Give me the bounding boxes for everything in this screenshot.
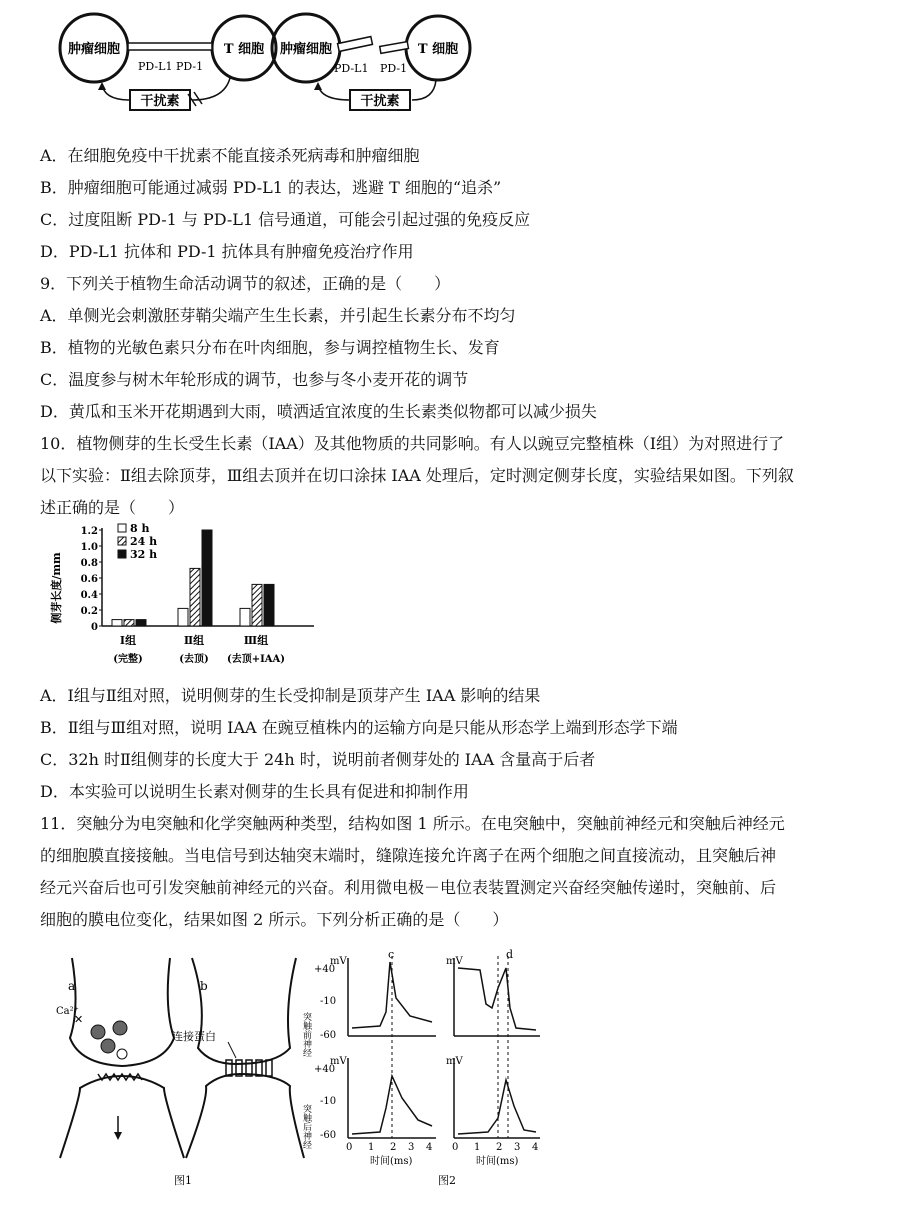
q11-stem-line1: 11．突触分为电突触和化学突触两种类型，结构如图 1 所示。在电突触中，突触前神经元和突触后神经元 — [40, 814, 785, 833]
q10-option-b: B．Ⅱ组与Ⅲ组对照，说明 IAA 在豌豆植株内的运输方向是只能从形态学上端到形态学下端 — [40, 718, 678, 737]
x-tick-3-a: 3 — [408, 1142, 415, 1153]
y-tick-label: 0.4 — [80, 590, 98, 601]
interferon-label: 干扰素 — [360, 94, 400, 109]
x-sublabel: (去顶+IAA) — [226, 654, 286, 665]
q8-option-b: B．肿瘤细胞可能通过减弱 PD-L1 的表达，逃避 T 细胞的“追杀” — [40, 178, 502, 197]
q9-stem: 9．下列关于植物生命活动调节的叙述，正确的是（ ） — [40, 274, 451, 293]
y-tick-label: 1.0 — [80, 542, 98, 553]
x-tick-0-a: 0 — [346, 1142, 353, 1153]
pdl1-label: PD-L1 — [138, 60, 173, 73]
q11-stem-line2: 的细胞膜直接接触。当电信号到达轴突末端时，缝隙连接允许离子在两个细胞之间直接流动，且突触后神 — [40, 846, 777, 865]
q10-stem-line2: 以下实验：Ⅱ组去除顶芽，Ⅲ组去顶并在切口涂抹 IAA 处理后，定时测定侧芽长度，实验结果如图。下列叙 — [40, 466, 794, 485]
legend — [118, 522, 157, 561]
t-cell-label: T 细胞 — [223, 42, 265, 57]
bar-8h-1 — [178, 608, 188, 626]
x-category-label: Ⅰ组 — [119, 634, 137, 647]
pd1-label: PD-1 — [380, 62, 408, 75]
bar-32h-1 — [202, 530, 212, 626]
pdl1-label: PD-L1 — [334, 62, 369, 75]
q9-option-d: D．黄瓜和玉米开花期遇到大雨，喷洒适宜浓度的生长素类似物都可以减少损失 — [40, 402, 597, 421]
q10-option-d: D．本实验可以说明生长素对侧芽的生长具有促进和抑制作用 — [40, 782, 469, 801]
y-tick-top-1: +40 — [314, 964, 336, 975]
q10-stem-line3: 述正确的是（ ） — [40, 498, 185, 517]
bar-24h-1 — [190, 568, 200, 626]
x-sublabel: (去顶) — [179, 654, 209, 665]
immune-panel-right — [272, 14, 470, 110]
y-tick-mid-2: -10 — [320, 1096, 337, 1107]
y-tick-label: 0.2 — [80, 606, 98, 617]
bar-24h-0 — [124, 620, 134, 626]
legend-swatch — [118, 550, 126, 558]
legend-label: 8 h — [130, 522, 150, 535]
legend-swatch — [118, 524, 126, 532]
t-cell-label: T 细胞 — [417, 42, 459, 57]
marker-d: d — [506, 948, 514, 961]
label-a: a — [68, 979, 76, 993]
immune-figure — [44, 10, 474, 120]
y-tick-mid-1: -10 — [320, 996, 337, 1007]
x-tick-4-a: 4 — [426, 1142, 433, 1153]
bar-32h-0 — [136, 620, 146, 626]
x-tick-3-b: 3 — [514, 1142, 521, 1153]
pd1-label: PD-1 — [176, 60, 204, 73]
down-arrow-icon — [114, 1132, 122, 1140]
y-tick-label: 0 — [91, 622, 98, 633]
q10-option-a: A．Ⅰ组与Ⅱ组对照，说明侧芽的生长受抑制是顶芽产生 IAA 影响的结果 — [40, 686, 541, 705]
pre-neuron-label: 突触前神经 — [301, 1012, 311, 1057]
x-sublabel: (完整) — [113, 654, 143, 665]
mv-label-3: mV — [330, 1056, 347, 1067]
immune-panel-left — [60, 14, 276, 110]
connexin-label: 连接蛋白 — [172, 1030, 216, 1043]
q11-stem-line4: 细胞的膜电位变化，结果如图 2 所示。下列分析正确的是（ ） — [40, 910, 509, 929]
q8-option-a: A．在细胞免疫中干扰素不能直接杀死病毒和肿瘤细胞 — [40, 146, 420, 165]
x-tick-1-b: 1 — [474, 1142, 481, 1153]
q11-stem-line3: 经元兴奋后也可引发突触前神经元的兴奋。利用微电极－电位表装置测定兴奋经突触传递时，突触前、后 — [40, 878, 777, 897]
q10-stem-line1: 10．植物侧芽的生长受生长素（IAA）及其他物质的共同影响。有人以豌豆完整植株（Ⅰ组）为对照进行了 — [40, 434, 785, 453]
legend-swatch — [118, 537, 126, 545]
fig2-caption: 图2 — [438, 1174, 456, 1187]
fig1-caption: 图1 — [174, 1174, 192, 1187]
y-tick-bot-1: -60 — [320, 1030, 337, 1041]
x-tick-1-a: 1 — [368, 1142, 375, 1153]
x-category-label: Ⅲ组 — [243, 634, 269, 647]
x-axis-label-b: 时间(ms) — [476, 1156, 519, 1167]
y-tick-label: 1.2 — [80, 526, 98, 537]
q9-option-c: C．温度参与树木年轮形成的调节，也参与冬小麦开花的调节 — [40, 370, 469, 389]
q8-option-c: C．过度阻断 PD-1 与 PD-L1 信号通道，可能会引起过强的免疫反应 — [40, 210, 531, 229]
mv-label-2: mV — [446, 956, 463, 967]
y-axis-label: 侧芽长度/mm — [50, 552, 63, 624]
calcium-block-icon: ✕ — [74, 1013, 84, 1026]
x-tick-2-a: 2 — [390, 1142, 397, 1153]
mv-label-4: mV — [446, 1056, 463, 1067]
x-tick-4-b: 4 — [532, 1142, 539, 1153]
legend-label: 24 h — [130, 535, 158, 548]
legend-label: 32 h — [130, 548, 158, 561]
electrical-synapse-diagram — [172, 958, 304, 1158]
q9-option-b: B．植物的光敏色素只分布在叶肉细胞，参与调控植物生长、发育 — [40, 338, 500, 357]
marker-c: c — [388, 948, 395, 961]
x-category-label: Ⅱ组 — [183, 634, 205, 647]
calcium-label: Ca²⁺ — [56, 1006, 79, 1017]
mv-label-1: mV — [330, 956, 347, 967]
tumor-cell-label: 肿瘤细胞 — [279, 42, 333, 57]
membrane-potential-plots — [301, 948, 540, 1187]
bar-8h-0 — [112, 620, 122, 626]
q9-option-a: A．单侧光会刺激胚芽鞘尖端产生生长素，并引起生长素分布不均匀 — [40, 306, 516, 325]
y-tick-label: 0.8 — [80, 558, 98, 569]
chemical-synapse-diagram — [56, 958, 192, 1187]
bar-8h-2 — [240, 608, 250, 626]
bar-24h-2 — [252, 584, 262, 626]
x-tick-2-b: 2 — [496, 1142, 503, 1153]
interferon-label: 干扰素 — [140, 94, 180, 109]
label-b: b — [200, 979, 208, 993]
tumor-cell-label: 肿瘤细胞 — [67, 42, 121, 57]
x-tick-0-b: 0 — [452, 1142, 459, 1153]
bar-32h-2 — [264, 584, 274, 626]
post-neuron-label: 突触后神经 — [301, 1104, 311, 1149]
bar-chart — [44, 520, 334, 670]
q10-option-c: C．32h 时Ⅱ组侧芽的长度大于 24h 时，说明前者侧芽处的 IAA 含量高于后者 — [40, 750, 596, 769]
y-tick-bot-2: -60 — [320, 1130, 337, 1141]
x-axis-label-a: 时间(ms) — [370, 1156, 413, 1167]
y-tick-label: 0.6 — [80, 574, 98, 585]
y-tick-top-2: +40 — [314, 1064, 336, 1075]
synapse-figure — [40, 948, 560, 1198]
q8-option-d: D．PD-L1 抗体和 PD-1 抗体具有肿瘤免疫治疗作用 — [40, 242, 414, 261]
